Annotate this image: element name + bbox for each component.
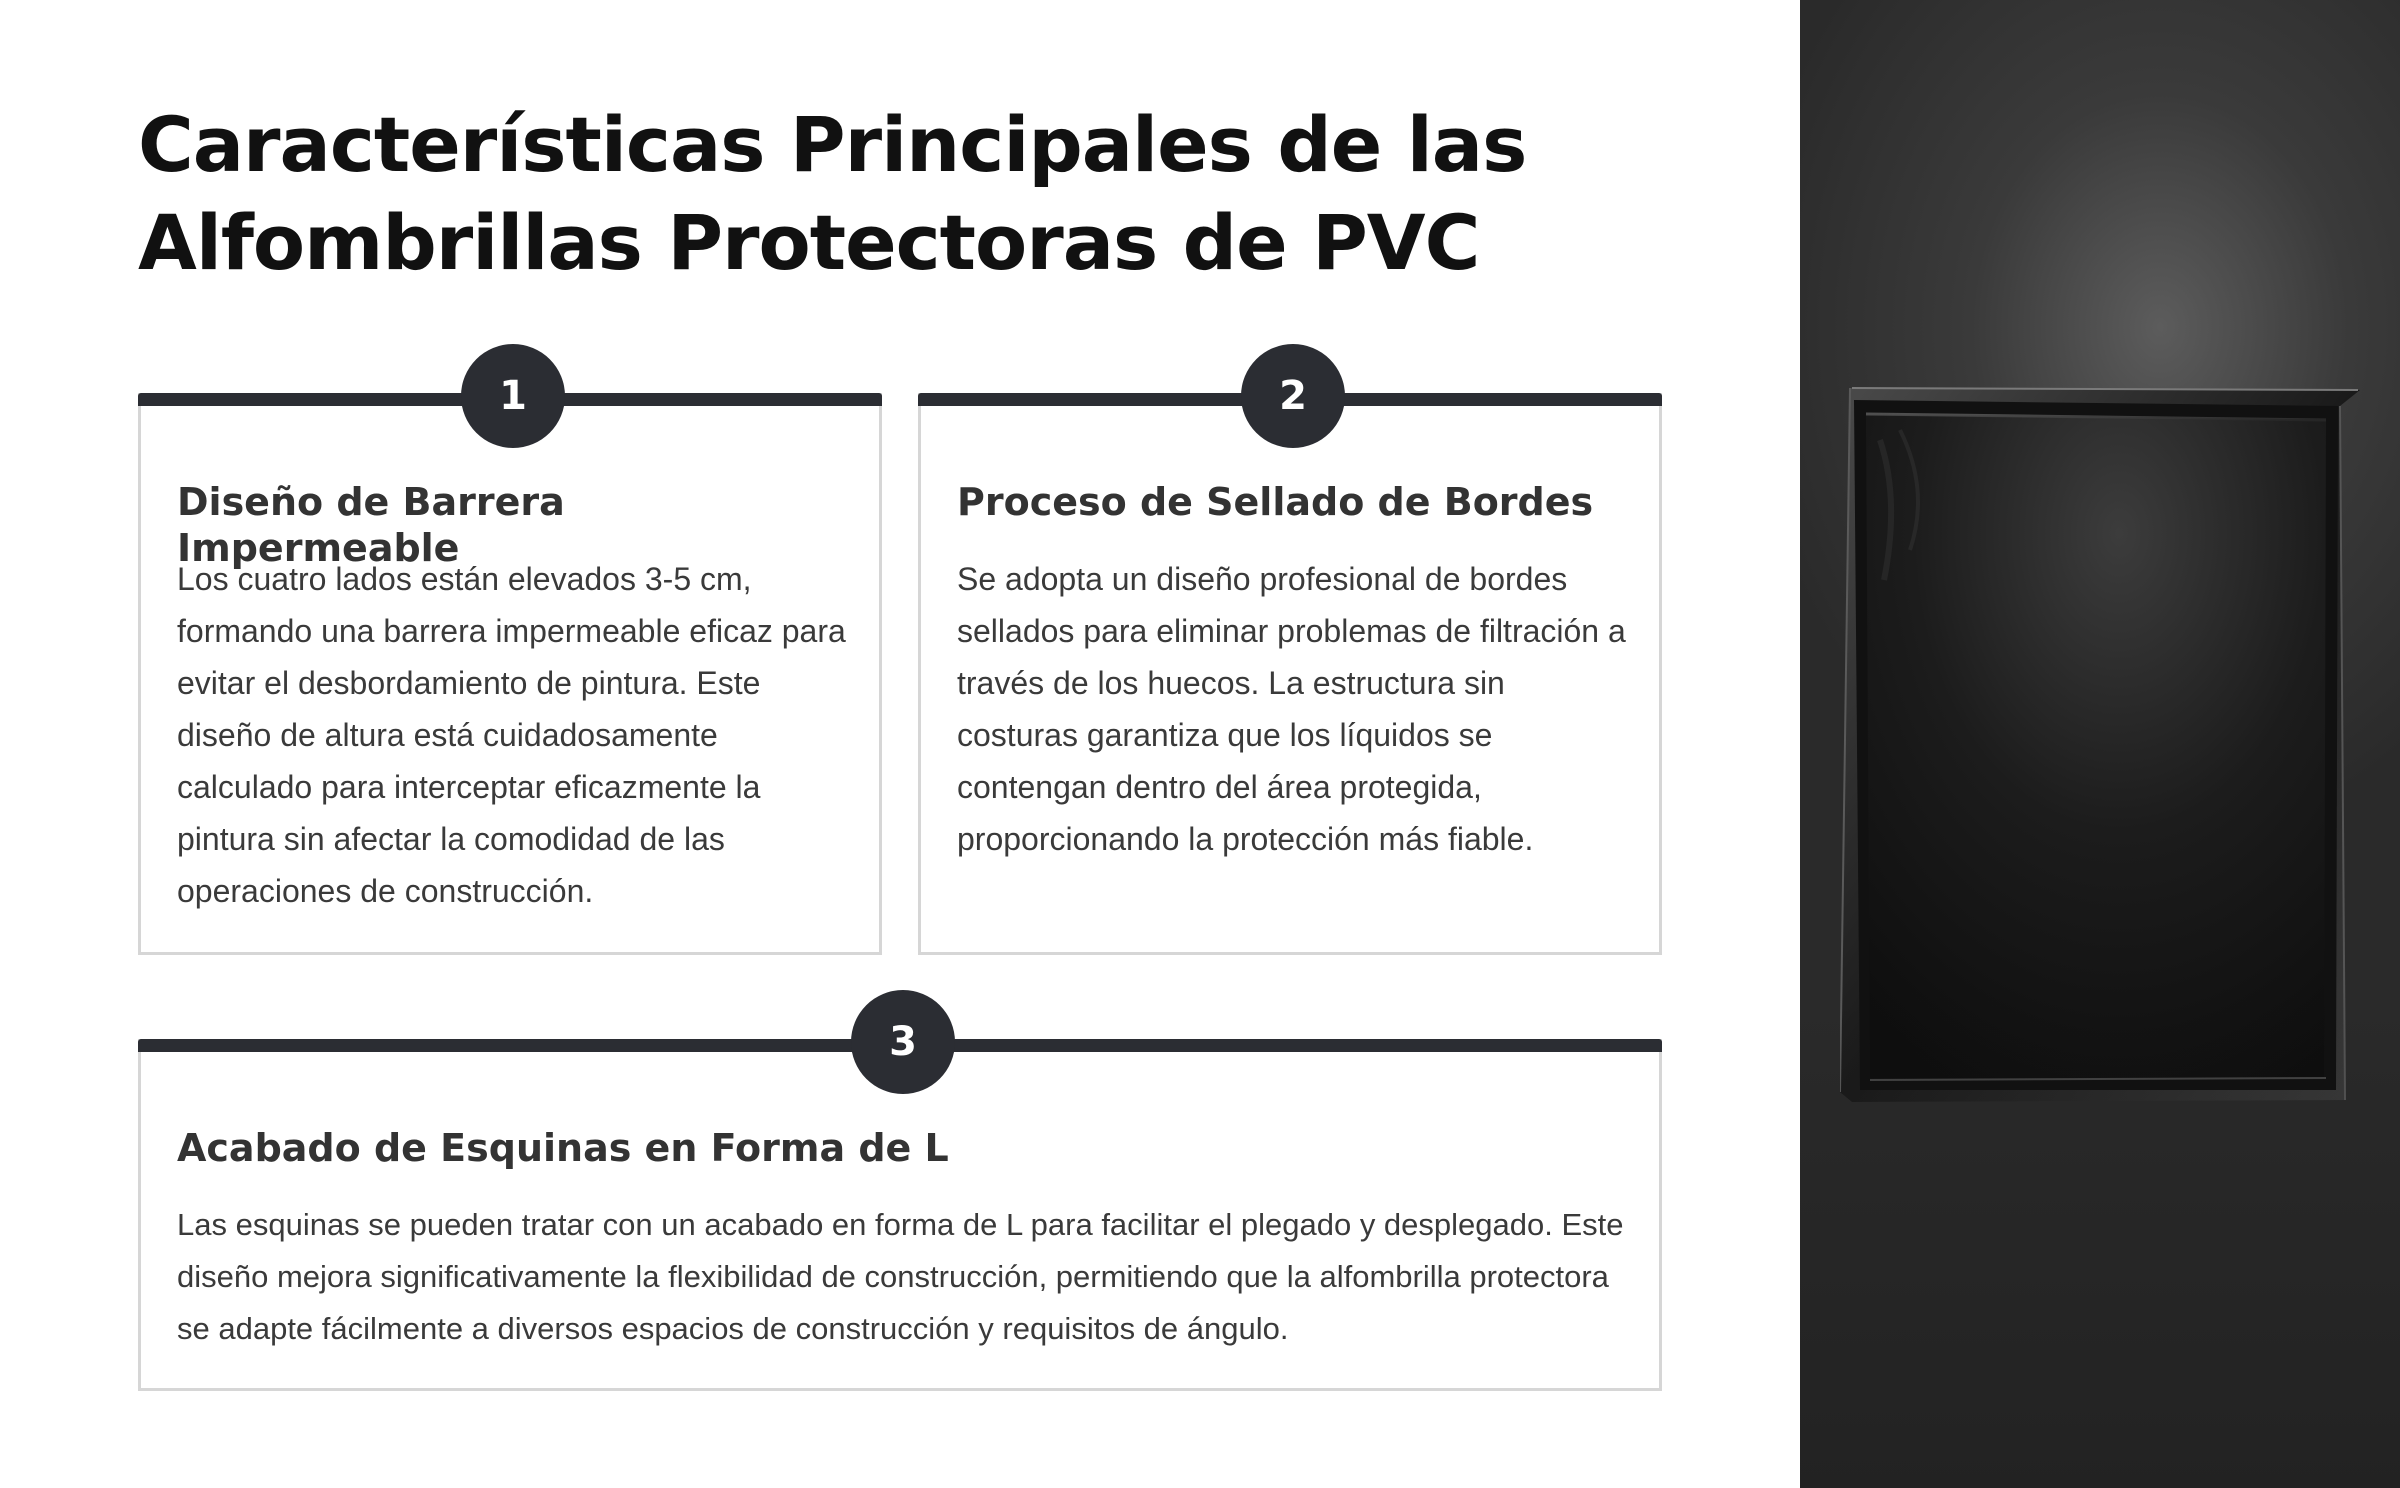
card-description: Los cuatro lados están elevados 3-5 cm, formando una barrera impermeable eficaz para evitar el desbordamiento de pintura. Este diseño de altura está cuidadosamente calculado para interceptar eficazmente la pintura sin afectar la comodidad de las operaciones de construcción. [177, 561, 846, 909]
card-description: Se adopta un diseño profesional de bordes sellados para eliminar problemas de filtración a través de los huecos. La estructura sin costuras garantiza que los líquidos se contengan dentro del área protegida, proporcionando la protección más fiable. [957, 561, 1626, 857]
page-title: Características Principales de las Alfombrillas Protectoras de PVC [138, 100, 1527, 287]
card-title: Acabado de Esquinas en Forma de L [177, 1126, 949, 1170]
card-title: Diseño de Barrera Impermeable [177, 480, 565, 570]
product-photo [1800, 0, 2400, 1488]
feature-card-2 [918, 373, 1662, 955]
feature-card-3 [138, 1019, 1662, 1391]
card-number-badge: 1 [461, 344, 565, 448]
card-number-badge: 3 [851, 990, 955, 1094]
card-number-badge: 2 [1241, 344, 1345, 448]
card-title: Proceso de Sellado de Bordes [957, 480, 1594, 524]
feature-card-1 [138, 373, 882, 955]
pvc-mat-image [1840, 380, 2360, 1110]
card-description: Las esquinas se pueden tratar con un acabado en forma de L para facilitar el plegado y desplegado. Este diseño mejora significativamente la flexibilidad de construcción, permitiendo que la alfombrilla protectora se adapte fácilmente a diversos espacios de construcción y requisitos de ángulo. [177, 1207, 1624, 1346]
